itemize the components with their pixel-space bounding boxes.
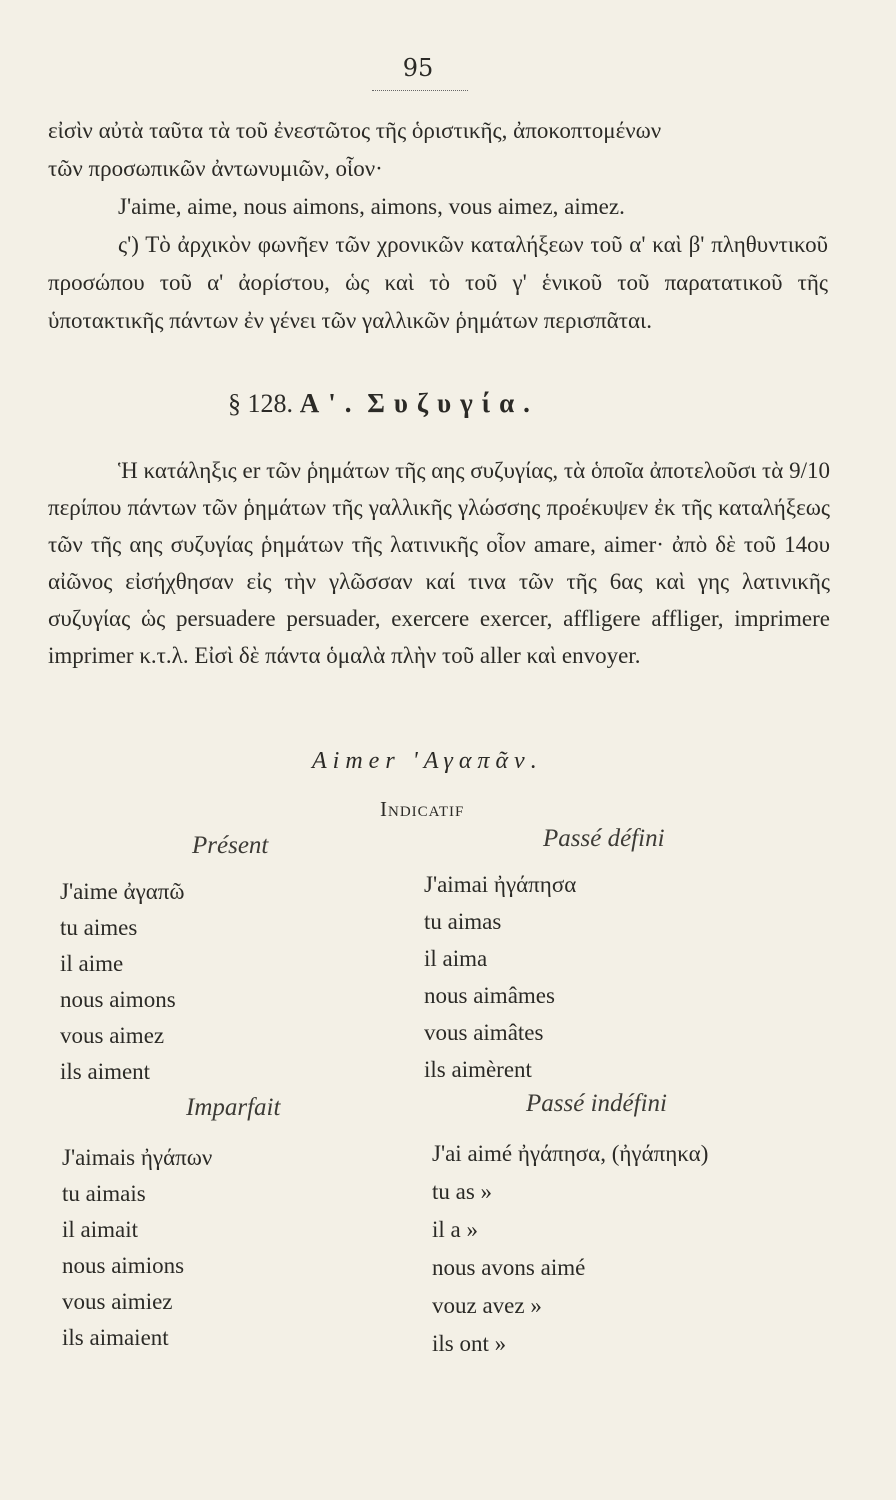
tense-present-label: Présent bbox=[192, 832, 269, 859]
section-label: Α'. bbox=[299, 388, 361, 418]
section-title: Συζυγία. bbox=[367, 388, 539, 418]
list-item: il aime bbox=[60, 951, 124, 976]
intro-line: εἰσὶν αὐτὰ ταῦτα τὰ τοῦ ἐνεστῶτος τῆς ὁριστικῆς, ἀποκοπτομένων bbox=[48, 118, 662, 143]
list-item: ils ont » bbox=[432, 1331, 507, 1356]
imparfait-forms bbox=[62, 1140, 212, 1356]
list-item: vous aimiez bbox=[62, 1289, 173, 1314]
list-item: nous aimions bbox=[62, 1253, 185, 1278]
conjugation-paragraph-block bbox=[48, 452, 830, 674]
intro-example: J'aime, aime, nous aimons, aimons, vous aimez, aimez. bbox=[118, 194, 625, 219]
page-number-rule bbox=[372, 90, 468, 91]
list-item: il aimait bbox=[62, 1217, 139, 1242]
list-item: J'aime ἀγαπῶ bbox=[60, 879, 185, 904]
list-item: J'aimais ἠγάπων bbox=[62, 1145, 213, 1170]
list-item: nous aimons bbox=[60, 987, 176, 1012]
list-item: tu aimais bbox=[62, 1181, 146, 1206]
list-item: il aima bbox=[424, 946, 488, 971]
list-item: ils aimaient bbox=[62, 1325, 169, 1350]
list-item: vous aimâtes bbox=[424, 1020, 544, 1045]
list-item: vous aimez bbox=[60, 1023, 165, 1048]
section-heading bbox=[228, 388, 728, 419]
list-item: J'ai aimé ἠγάπησα, (ἠγάπηκα) bbox=[432, 1141, 709, 1166]
intro-text bbox=[48, 112, 828, 340]
list-item: il a » bbox=[432, 1217, 478, 1242]
list-item: vouz avez » bbox=[432, 1293, 542, 1318]
tense-imparfait-label: Imparfait bbox=[186, 1094, 281, 1121]
verb-heading: Aimer 'Αγαπᾶν. bbox=[312, 748, 543, 774]
list-item: nous aimâmes bbox=[424, 983, 555, 1008]
list-item: nous avons aimé bbox=[432, 1255, 586, 1280]
present-forms bbox=[60, 874, 185, 1090]
rule-paragraph: ς') Τὸ ἀρχικὸν φωνῆεν τῶν χρονικῶν καταλήξεων τοῦ α' καὶ β' πληθυντικοῦ προσώπου τοῦ α' ἀορίστου, ὡς καὶ τὸ τοῦ γ' ἑνικοῦ τοῦ παρατατικοῦ τῆς ὑποτακτικῆς πάντων ἐν γένει τῶν γαλλικῶν ῥημάτων περισπᾶται. bbox=[48, 232, 828, 333]
list-item: tu as » bbox=[432, 1179, 493, 1204]
list-item: ils aiment bbox=[60, 1059, 151, 1084]
passe-defini-forms bbox=[424, 866, 576, 1088]
tense-passe-indefini-label: Passé indéfini bbox=[526, 1090, 667, 1117]
section-number: § 128. bbox=[228, 389, 293, 418]
conjugation-paragraph: Ἡ κατάληξις er τῶν ῥημάτων τῆς αης συζυγίας, τὰ ὁποῖα ἀποτελοῦσι τὰ 9/10 περίπου πάντων τῶν ῥημάτων τῆς γαλλικῆς γλώσσης προέκυψεν ἐκ τῆς καταλήξεως τῶν τῆς αης συζυγίας ῥημάτων τῆς λατινικῆς οἷον amare, aimer· ἀπὸ δὲ τοῦ 14ου αἰῶνος εἰσήχθησαν εἰς τὴν γλῶσσαν καί τινα τῶν τῆς 6ας καὶ γης λατινικῆς συζυγίας ὡς persuadere persuader, exercere exercer, affligere affliger, imprimere imprimer κ.τ.λ. Εἰσὶ δὲ πάντα ὁμαλὰ πλὴν τοῦ aller καὶ envoyer. bbox=[48, 458, 830, 668]
page-number: 95 bbox=[402, 54, 434, 82]
list-item: J'aimai ἠγάπησα bbox=[424, 872, 577, 897]
list-item: tu aimas bbox=[424, 909, 502, 934]
list-item: tu aimes bbox=[60, 915, 138, 940]
list-item: ils aimèrent bbox=[424, 1057, 532, 1082]
mood-heading: Indicatif bbox=[380, 797, 465, 821]
tense-passe-defini-label: Passé défini bbox=[543, 825, 665, 852]
intro-line: τῶν προσωπικῶν ἀντωνυμιῶν, οἷον· bbox=[48, 156, 383, 181]
passe-indefini-forms bbox=[432, 1135, 708, 1363]
